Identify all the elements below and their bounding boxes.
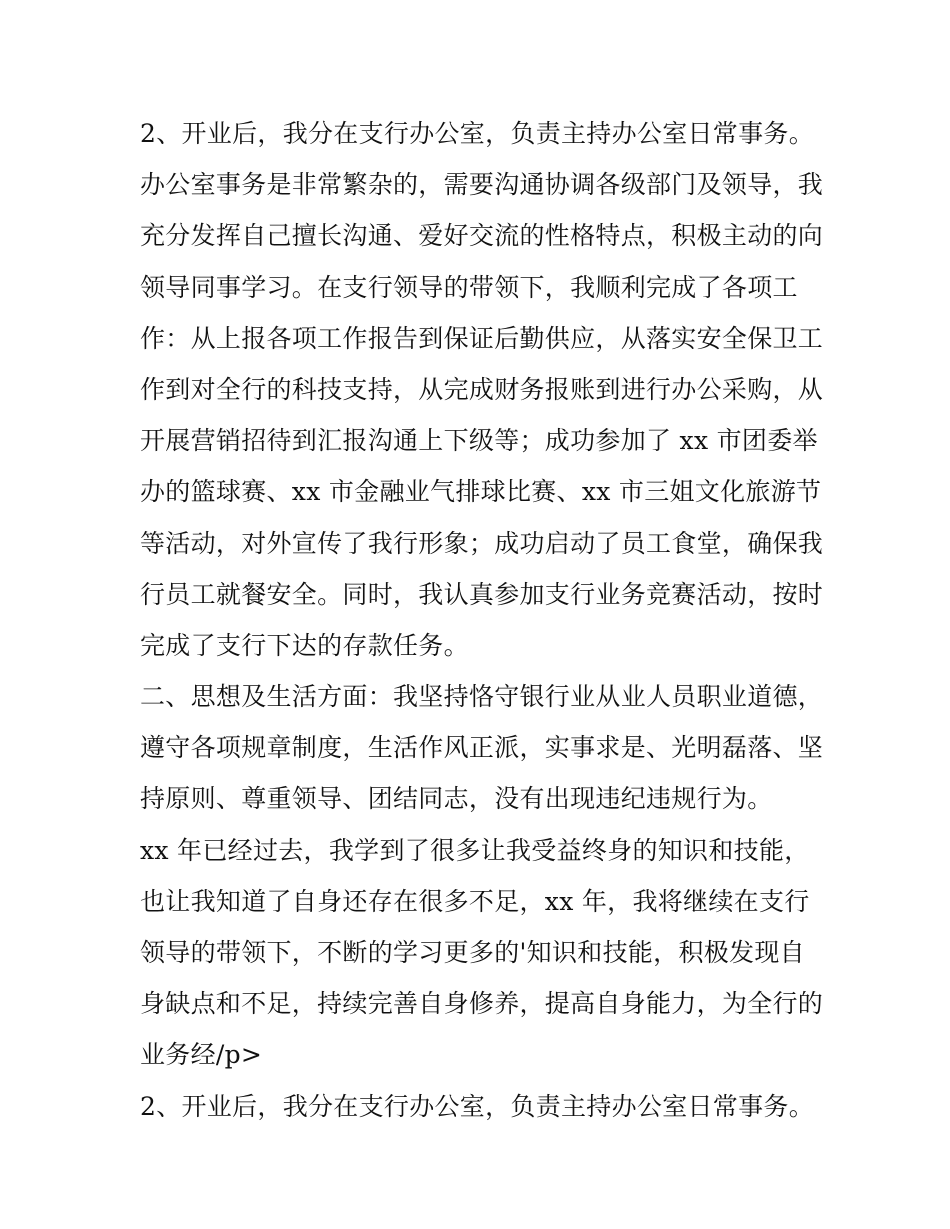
text-line: 遵守各项规章制度，生活作风正派，实事求是、光明磊落、坚 — [140, 733, 824, 763]
text-line: 等活动，对外宣传了我行形象；成功启动了员工食堂，确保我 — [140, 528, 824, 558]
text-line: 业务经/p> — [140, 1040, 263, 1070]
text-line: 二、思想及生活方面：我坚持恪守银行业从业人员职业道德， — [140, 682, 824, 712]
text-line: 2、开业后，我分在支行办公室，负责主持办公室日常事务。 — [140, 1091, 815, 1121]
document-body — [140, 108, 824, 1132]
text-line: 充分发挥自己擅长沟通、爱好交流的性格特点，积极主动的向 — [140, 221, 824, 251]
text-line: 办的篮球赛、xx 市金融业气排球比赛、xx 市三姐文化旅游节 — [140, 477, 822, 507]
text-line: 领导的带领下，不断的学习更多的'知识和技能，积极发现自 — [140, 938, 805, 967]
text-line: 办公室事务是非常繁杂的，需要沟通协调各级部门及领导，我 — [140, 170, 824, 200]
text-line: 完成了支行下达的存款任务。 — [140, 630, 469, 660]
text-line: 也让我知道了自身还存在很多不足，xx 年，我将继续在支行 — [140, 886, 810, 916]
text-line: 作到对全行的科技支持，从完成财务报账到进行办公采购，从 — [140, 374, 824, 404]
text-line: 身缺点和不足，持续完善自身修养，提高自身能力，为全行的 — [140, 989, 824, 1019]
text-line: 开展营销招待到汇报沟通上下级等；成功参加了 xx 市团委举 — [140, 426, 818, 456]
text-line: 作：从上报各项工作报告到保证后勤供应，从落实安全保卫工 — [140, 323, 824, 353]
text-line: xx 年已经过去，我学到了很多让我受益终身的知识和技能， — [140, 835, 810, 865]
text-line: 行员工就餐安全。同时，我认真参加支行业务竞赛活动，按时 — [140, 579, 824, 609]
text-line: 持原则、尊重领导、团结同志，没有出现违纪违规行为。 — [140, 784, 773, 814]
text-line: 2、开业后，我分在支行办公室，负责主持办公室日常事务。 — [140, 119, 815, 148]
text-line: 领导同事学习。在支行领导的带领下，我顺利完成了各项工 — [140, 272, 798, 302]
